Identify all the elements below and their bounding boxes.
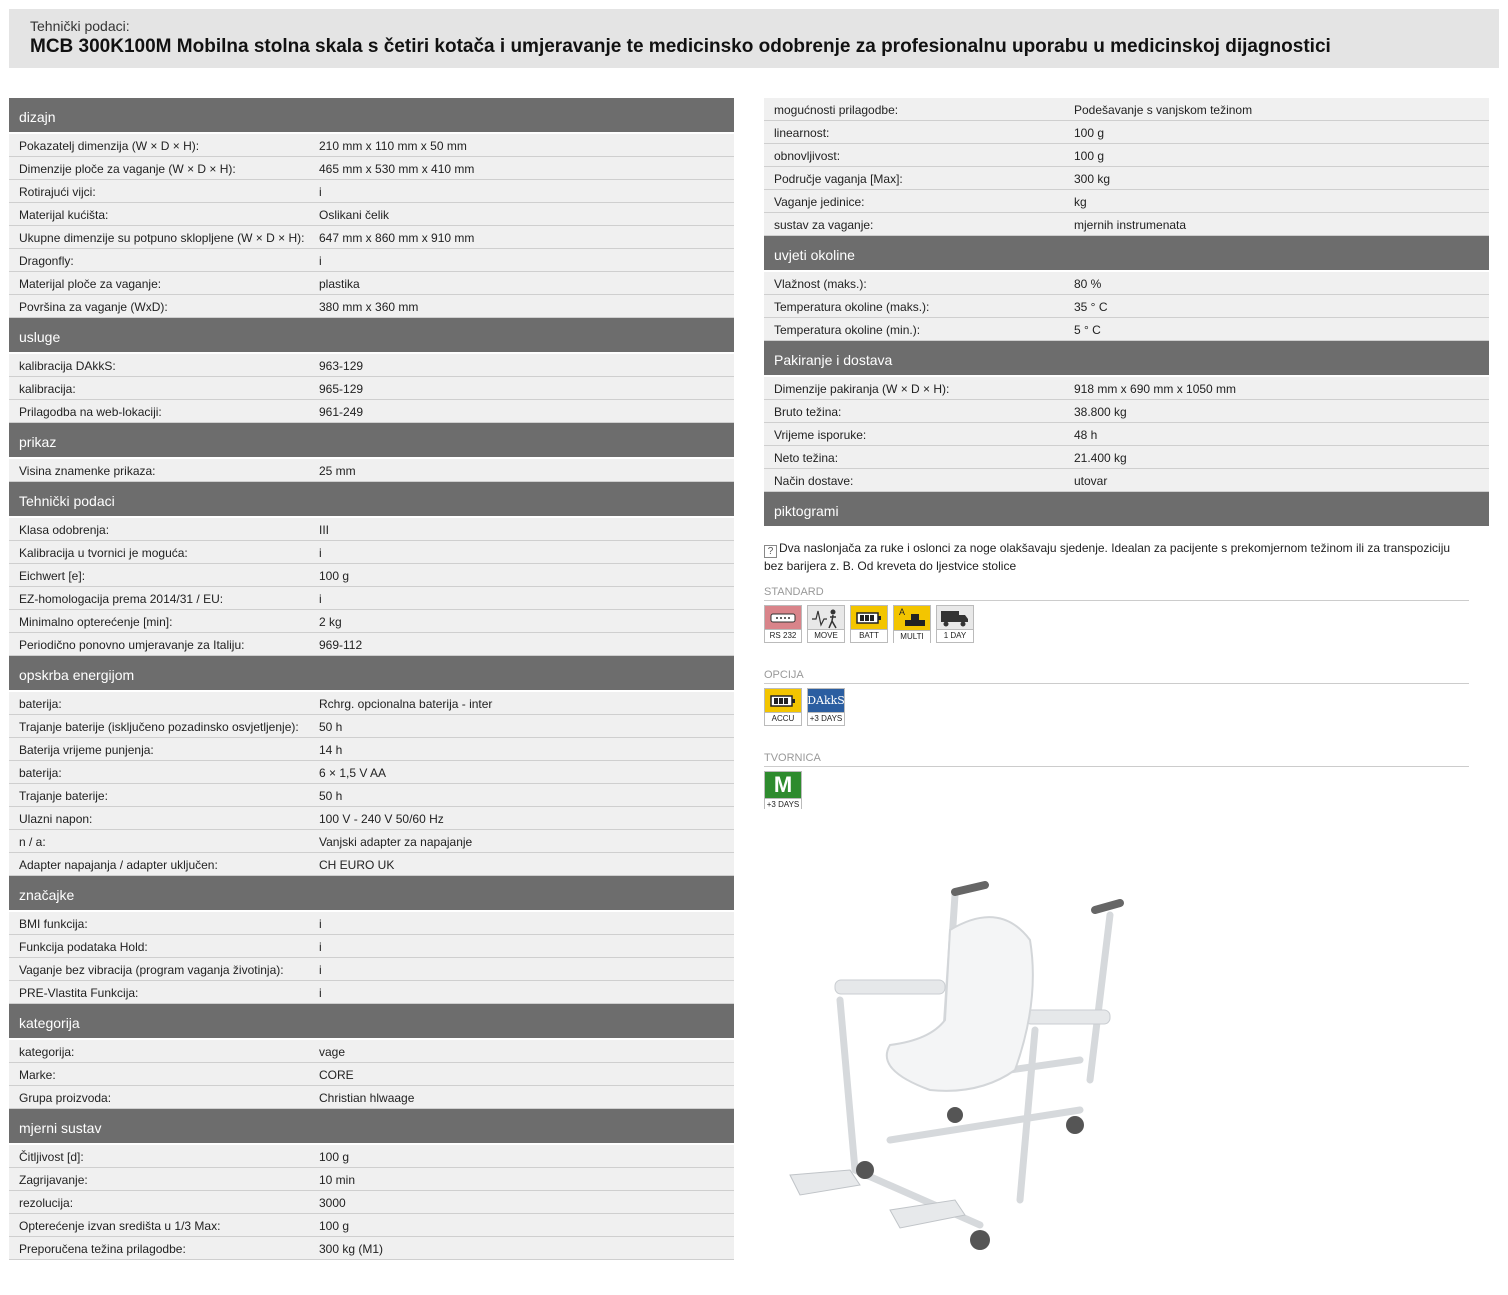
- right-top-table: [764, 98, 1489, 236]
- row-value: 100 g: [1074, 126, 1105, 140]
- row-label: Prilagodba na web-lokaciji:: [19, 405, 162, 419]
- row-label: Vlažnost (maks.):: [774, 277, 867, 291]
- section-header: prikaz: [9, 423, 734, 459]
- table-row: [764, 213, 1489, 236]
- right-column: [764, 98, 1489, 809]
- icon-label: +3 DAYS: [766, 800, 800, 809]
- header-pre: Tehnički podaci:: [30, 18, 130, 34]
- table-row: [764, 98, 1489, 121]
- row-value: i: [319, 254, 322, 268]
- row-label: Vaganje jedinice:: [774, 195, 865, 209]
- table-row: [9, 830, 734, 853]
- tvornica-icons: [764, 771, 1489, 809]
- row-label: Bruto težina:: [774, 405, 842, 419]
- row-value: 10 min: [319, 1173, 356, 1187]
- row-label: Ukupne dimenzije su potpuno sklopljene (W × D × H):: [19, 231, 305, 245]
- section-header: Pakiranje i dostava: [764, 341, 1489, 377]
- icon-label: BATT: [851, 629, 887, 642]
- row-label: Pokazatelj dimenzija (W × D × H):: [19, 139, 200, 153]
- table-row: [9, 354, 734, 377]
- row-value: Oslikani čelik: [319, 208, 390, 222]
- table-row: [764, 121, 1489, 144]
- icon-label: MOVE: [808, 629, 844, 642]
- row-value: 100 g: [1074, 149, 1105, 163]
- row-value: III: [319, 523, 330, 537]
- row-value: kg: [1074, 195, 1087, 209]
- row-label: Kalibracija u tvornici je moguća:: [19, 546, 188, 560]
- row-value: vage: [319, 1045, 346, 1059]
- svg-text:A: A: [899, 607, 906, 617]
- row-label: Vrijeme isporuke:: [774, 428, 867, 442]
- opcija-label: OPCIJA: [764, 669, 1469, 684]
- table-row: [764, 167, 1489, 190]
- row-value: 14 h: [319, 743, 343, 757]
- row-value: Vanjski adapter za napajanje: [319, 835, 473, 849]
- icon-label: +3 DAYS: [809, 714, 843, 723]
- section-header: značajke: [9, 876, 734, 912]
- row-label: Preporučena težina prilagodbe:: [19, 1242, 186, 1256]
- row-value: CH EURO UK: [319, 858, 395, 872]
- row-label: Visina znamenke prikaza:: [19, 464, 156, 478]
- row-label: obnovljivost:: [774, 149, 841, 163]
- table-row: [9, 564, 734, 587]
- move-icon: [807, 605, 845, 643]
- row-value: 100 g: [319, 1219, 350, 1233]
- table-row: [9, 1168, 734, 1191]
- icon-picture: [765, 689, 801, 712]
- table-row: [9, 715, 734, 738]
- row-label: baterija:: [19, 697, 62, 711]
- row-value: i: [319, 185, 322, 199]
- row-value: 48 h: [1074, 428, 1098, 442]
- piktogram-text: Dva naslonjača za ruke i oslonci za noge olakšavaju sjedenje. Idealan za pacijente s prekomjernom težinom ili za transpoziciju bez barijera z. B. Od kreveta do ljestvice stolice: [764, 541, 1451, 573]
- table-row: [9, 738, 734, 761]
- row-label: Neto težina:: [774, 451, 839, 465]
- section-header: dizajn: [9, 98, 734, 134]
- piktogram-description: [764, 540, 1464, 574]
- row-label: Temperatura okoline (min.):: [774, 323, 921, 337]
- icon-picture: [894, 606, 930, 630]
- row-value: Rchrg. opcionalna baterija - inter: [319, 697, 493, 711]
- table-row: [9, 1191, 734, 1214]
- row-value: 300 kg: [1074, 172, 1111, 186]
- standard-label: STANDARD: [764, 586, 1469, 601]
- section-header: opskrba energijom: [9, 656, 734, 692]
- table-row: [9, 1086, 734, 1109]
- row-value: utovar: [1074, 474, 1108, 488]
- page-header: [9, 9, 1499, 68]
- table-row: [9, 203, 734, 226]
- row-label: Dimenzije pakiranja (W × D × H):: [774, 382, 950, 396]
- icon-picture: M: [765, 772, 801, 798]
- row-value: 918 mm x 690 mm x 1050 mm: [1074, 382, 1237, 396]
- table-row: [9, 272, 734, 295]
- row-label: Vaganje bez vibracija (program vaganja životinja):: [19, 963, 284, 977]
- table-row: [764, 272, 1489, 295]
- row-value: plastika: [319, 277, 360, 291]
- section-header: kategorija: [9, 1004, 734, 1040]
- row-value: 465 mm x 530 mm x 410 mm: [319, 162, 475, 176]
- row-value: 25 mm: [319, 464, 356, 478]
- row-value: CORE: [319, 1068, 354, 1082]
- table-row: [9, 853, 734, 876]
- table-row: [9, 692, 734, 715]
- table-row: [9, 587, 734, 610]
- row-value: i: [319, 963, 322, 977]
- row-value: 300 kg (M1): [319, 1242, 384, 1256]
- row-label: Rotirajući vijci:: [19, 185, 96, 199]
- row-value: 2 kg: [319, 615, 342, 629]
- row-label: rezolucija:: [19, 1196, 74, 1210]
- help-icon: ?: [764, 545, 777, 558]
- icon-picture: [851, 606, 887, 629]
- table-row: [9, 1237, 734, 1260]
- row-value: 6 × 1,5 V AA: [319, 766, 387, 780]
- row-value: 5 ° C: [1074, 323, 1101, 337]
- icon-picture: DAkkS: [808, 689, 844, 712]
- m-verification-icon: [764, 771, 802, 809]
- row-value: 50 h: [319, 720, 343, 734]
- table-row: [764, 318, 1489, 341]
- row-label: Materijal kućišta:: [19, 208, 109, 222]
- rs232-icon: [764, 605, 802, 643]
- accu-icon: [764, 688, 802, 726]
- row-value: 80 %: [1074, 277, 1102, 291]
- icon-picture: [937, 606, 973, 629]
- multi-icon: [893, 605, 931, 643]
- row-label: kategorija:: [19, 1045, 75, 1059]
- table-row: [764, 377, 1489, 400]
- row-value: 100 V - 240 V 50/60 Hz: [319, 812, 444, 826]
- row-value: 210 mm x 110 mm x 50 mm: [319, 139, 467, 153]
- product-image: [780, 870, 1160, 1270]
- table-row: [9, 935, 734, 958]
- table-row: [9, 249, 734, 272]
- row-label: Materijal ploče za vaganje:: [19, 277, 162, 291]
- table-row: [9, 400, 734, 423]
- left-column: [9, 98, 734, 1260]
- row-value: 3000: [319, 1196, 346, 1210]
- row-label: kalibracija:: [19, 382, 76, 396]
- table-row: [9, 958, 734, 981]
- table-row: [9, 761, 734, 784]
- row-label: Područje vaganja [Max]:: [774, 172, 903, 186]
- row-label: Ulazni napon:: [19, 812, 93, 826]
- icon-picture: [808, 606, 844, 629]
- row-label: Grupa proizvoda:: [19, 1091, 112, 1105]
- section-header: usluge: [9, 318, 734, 354]
- table-row: [764, 469, 1489, 492]
- table-row: [9, 1063, 734, 1086]
- section-header: mjerni sustav: [9, 1109, 734, 1145]
- row-value: i: [319, 592, 322, 606]
- row-label: Način dostave:: [774, 474, 854, 488]
- row-label: sustav za vaganje:: [774, 218, 874, 232]
- row-label: Adapter napajanja / adapter uključen:: [19, 858, 218, 872]
- icon-label: RS 232: [765, 629, 801, 642]
- truck-icon: [936, 605, 974, 643]
- table-row: [9, 610, 734, 633]
- table-row: [764, 144, 1489, 167]
- row-label: mogućnosti prilagodbe:: [774, 103, 899, 117]
- section-header: piktogrami: [764, 492, 1489, 528]
- row-label: linearnost:: [774, 126, 830, 140]
- row-label: Dragonfly:: [19, 254, 74, 268]
- row-value: 100 g: [319, 569, 350, 583]
- row-value: i: [319, 917, 322, 931]
- table-row: [764, 423, 1489, 446]
- row-label: EZ-homologacija prema 2014/31 / EU:: [19, 592, 224, 606]
- row-label: Periodično ponovno umjeravanje za Italiju:: [19, 638, 245, 652]
- table-row: [9, 377, 734, 400]
- row-label: Trajanje baterije (isključeno pozadinsko osvjetljenje):: [19, 720, 299, 734]
- row-value: 961-249: [319, 405, 364, 419]
- icon-label: MULTI: [894, 630, 930, 643]
- row-value: 50 h: [319, 789, 343, 803]
- row-label: kalibracija DAkkS:: [19, 359, 116, 373]
- table-row: [764, 190, 1489, 213]
- row-label: Dimenzije ploče za vaganje (W × D × H):: [19, 162, 236, 176]
- row-value: 380 mm x 360 mm: [319, 300, 419, 314]
- row-label: Temperatura okoline (maks.):: [774, 300, 930, 314]
- table-row: [9, 459, 734, 482]
- row-label: n / a:: [19, 835, 46, 849]
- icon-label: ACCU: [765, 712, 801, 725]
- row-value: 21.400 kg: [1074, 451, 1127, 465]
- table-row: [9, 807, 734, 830]
- table-row: [9, 180, 734, 203]
- row-label: Eichwert [e]:: [19, 569, 86, 583]
- row-value: 963-129: [319, 359, 364, 373]
- row-value: 100 g: [319, 1150, 350, 1164]
- icon-picture: [765, 606, 801, 629]
- row-value: 38.800 kg: [1074, 405, 1127, 419]
- table-row: [9, 912, 734, 935]
- row-label: Funkcija podataka Hold:: [19, 940, 148, 954]
- row-value: Podešavanje s vanjskom težinom: [1074, 103, 1253, 117]
- table-row: [9, 226, 734, 249]
- row-label: Marke:: [19, 1068, 56, 1082]
- row-label: Opterećenje izvan središta u 1/3 Max:: [19, 1219, 221, 1233]
- battery-icon: [850, 605, 888, 643]
- row-value: i: [319, 986, 322, 1000]
- table-row: [9, 1040, 734, 1063]
- right-sections: [764, 236, 1489, 492]
- dakks-icon: [807, 688, 845, 726]
- tvornica-label: TVORNICA: [764, 752, 1469, 767]
- row-value: i: [319, 940, 322, 954]
- standard-icons: [764, 605, 1489, 643]
- row-label: Zagrijavanje:: [19, 1173, 88, 1187]
- section-header: uvjeti okoline: [764, 236, 1489, 272]
- icon-label: 1 DAY: [937, 629, 973, 642]
- row-label: Minimalno opterećenje [min]:: [19, 615, 173, 629]
- row-label: baterija:: [19, 766, 62, 780]
- table-row: [9, 295, 734, 318]
- row-value: 965-129: [319, 382, 364, 396]
- table-row: [9, 157, 734, 180]
- row-value: 969-112: [319, 638, 363, 652]
- row-value: 647 mm x 860 mm x 910 mm: [319, 231, 475, 245]
- section-header: Tehnički podaci: [9, 482, 734, 518]
- row-label: Površina za vaganje (WxD):: [19, 300, 168, 314]
- row-value: mjernih instrumenata: [1074, 218, 1187, 232]
- row-label: BMI funkcija:: [19, 917, 88, 931]
- row-label: PRE-Vlastita Funkcija:: [19, 986, 139, 1000]
- row-label: Baterija vrijeme punjenja:: [19, 743, 154, 757]
- row-value: Christian hlwaage: [319, 1091, 415, 1105]
- table-row: [9, 518, 734, 541]
- table-row: [9, 541, 734, 564]
- table-row: [9, 134, 734, 157]
- row-label: Trajanje baterije:: [19, 789, 108, 803]
- table-row: [9, 981, 734, 1004]
- page-title: MCB 300K100M Mobilna stolna skala s četiri kotača i umjeravanje te medicinsko odobrenje za profesionalnu uporabu u medicinskoj dijagnostici: [30, 36, 1331, 57]
- row-value: i: [319, 546, 322, 560]
- table-row: [764, 446, 1489, 469]
- opcija-icons: [764, 688, 1489, 726]
- table-row: [764, 400, 1489, 423]
- table-row: [9, 1145, 734, 1168]
- table-row: [9, 633, 734, 656]
- table-row: [9, 784, 734, 807]
- row-label: Klasa odobrenja:: [19, 523, 110, 537]
- table-row: [9, 1214, 734, 1237]
- row-value: 35 ° C: [1074, 300, 1108, 314]
- row-label: Čitljivost [d]:: [19, 1150, 84, 1164]
- table-row: [764, 295, 1489, 318]
